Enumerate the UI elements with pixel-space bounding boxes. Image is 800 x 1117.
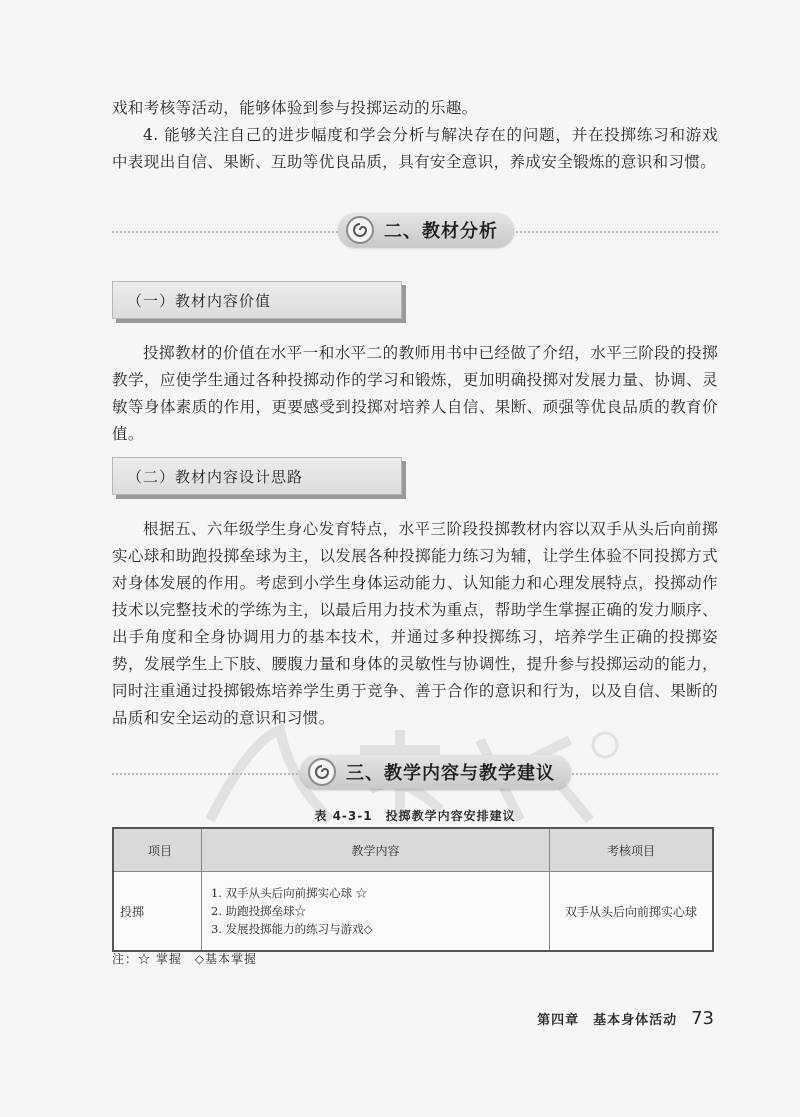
list-item: 2. 助跑投掷垒球☆ xyxy=(211,904,307,918)
table-header-row xyxy=(113,828,713,872)
header-content: 教学内容 xyxy=(202,828,550,872)
content-list xyxy=(203,884,548,938)
subsection-header-value xyxy=(112,281,402,319)
section-swirl-icon xyxy=(308,758,336,786)
subsection-header-design xyxy=(112,457,402,495)
cell-item: 投掷 xyxy=(113,872,202,952)
section-title: 二、教材分析 xyxy=(384,221,498,242)
section-header-analysis xyxy=(112,213,718,249)
page-number: 73 xyxy=(691,1008,714,1029)
table-caption: 表 4-3-1 投掷教学内容安排建议 xyxy=(314,809,516,823)
paragraph-material-value: 投掷教材的价值在水平一和水平二的教师用书中已经做了介绍，水平三阶段的投掷教学，应使学生通过各种投掷动作的学习和锻炼，更加明确投掷对发展力量、协调、灵敏等身体素质的作用，更要感受到投掷对培养人自信、果断、顽强等优良品质的教育价值。 xyxy=(112,344,718,443)
subsection-title: （一）教材内容价值 xyxy=(127,291,272,310)
table-note: 注：☆ 掌握 ◇基本掌握 xyxy=(112,952,258,966)
section-pill xyxy=(300,755,571,789)
section-header-teaching xyxy=(112,755,718,791)
section-title: 三、教学内容与教学建议 xyxy=(346,763,555,784)
paragraph-goal-4: 4. 能够关注自己的进步幅度和学会分析与解决存在的问题，并在投掷练习和游戏中表现出自信、果断、互助等优良品质，具有安全意识，养成安全锻炼的意识和习惯。 xyxy=(112,126,718,171)
table-row xyxy=(113,872,713,952)
footer-chapter: 第四章 基本身体活动 xyxy=(537,1013,678,1028)
cell-assessment: 双手从头后向前掷实心球 xyxy=(550,872,714,952)
header-assessment: 考核项目 xyxy=(550,828,714,872)
page-footer xyxy=(537,1008,714,1029)
paragraph-design-approach: 根据五、六年级学生身心发育特点，水平三阶段投掷教材内容以双手从头后向前掷实心球和助跑投掷垒球为主，以发展各种投掷能力练习为辅，让学生体验不同投掷方式对身体发展的作用。考虑到小学生身体运动能力、认知能力和心理发展特点，投掷动作技术以完整技术的学练为主，以最后用力技术为重点，帮助学生掌握正确的发力顺序、出手角度和全身协调用力的基本技术，并通过多种投掷练习，培养学生正确的投掷姿势，发展学生上下肢、腰腹力量和身体的灵敏性与协调性，提升参与投掷运动的能力，同时注重通过投掷锻炼培养学生勇于竞争、善于合作的意识和行为，以及自信、果断的品质和安全运动的意识和习惯。 xyxy=(112,520,718,727)
list-item: 3. 发展投掷能力的练习与游戏◇ xyxy=(211,922,373,936)
section-swirl-icon xyxy=(346,216,374,244)
paragraph-goal-3-end: 戏和考核等活动，能够体验到参与投掷运动的乐趣。 xyxy=(112,99,478,117)
section-pill xyxy=(338,213,514,247)
subsection-title: （二）教材内容设计思路 xyxy=(127,467,304,486)
list-item: 1. 双手从头后向前掷实心球 ☆ xyxy=(211,886,368,900)
cell-content xyxy=(202,872,550,952)
header-item: 项目 xyxy=(113,828,202,872)
teaching-arrangement-table xyxy=(112,827,714,952)
